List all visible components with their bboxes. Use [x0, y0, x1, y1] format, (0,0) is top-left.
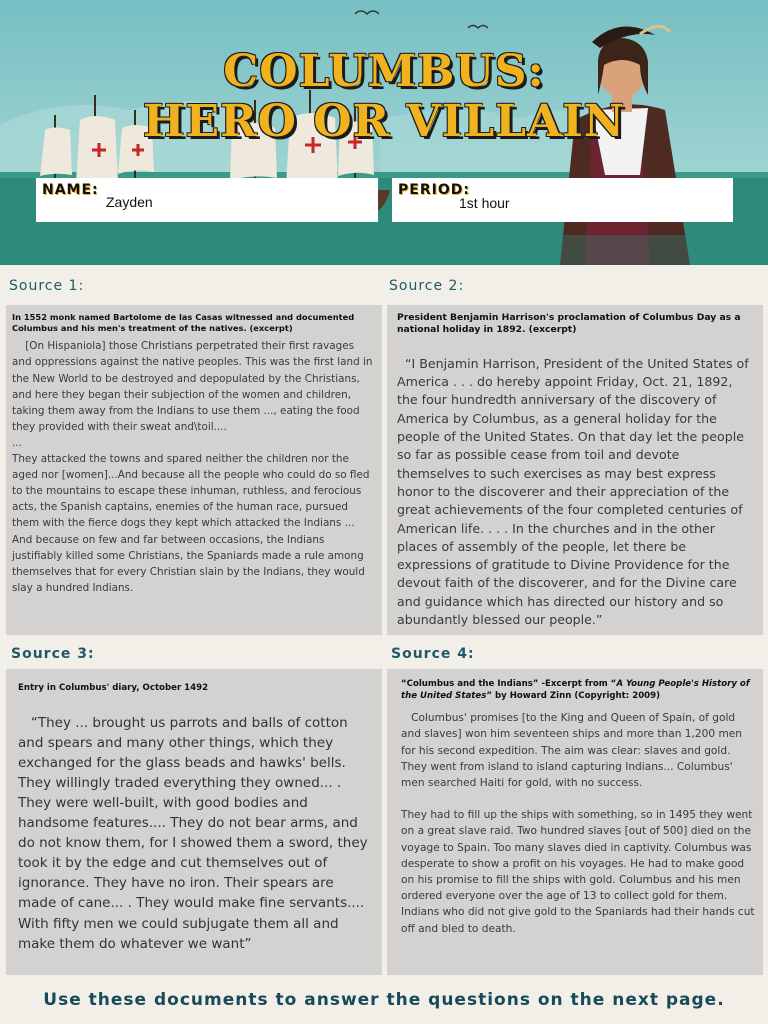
- source-4-caption: [401, 679, 757, 702]
- source-1-body: [12, 338, 376, 596]
- source-2-heading: Source 2:: [389, 278, 465, 294]
- name-field[interactable]: [36, 178, 378, 222]
- source-1-heading: Source 1:: [9, 278, 85, 294]
- source-2-body: [397, 355, 753, 629]
- source-4-body: [401, 710, 757, 937]
- source-4-paragraph: They had to fill up the ships with something, so in 1495 they went on a great slave raid. Two hundred slaves [out of 500] died on the voyage to Spain. Too many slaves died in captivity. Columbus was desperate to show a profit on his voyages. He had to make good on his promise to fill the ships with gold. Columbus and his men ordered everyone over the age of 13 to collect gold for them. Indians who did not give gold to the Spaniards had their hands cut off and bled to death.: [401, 809, 755, 935]
- source-3-body: [18, 713, 370, 954]
- footer-instruction: Use these documents to answer the questions on the next page.: [43, 990, 725, 1010]
- source-4-caption-pre: “Columbus and the Indians” -Excerpt from “: [401, 679, 617, 689]
- period-field[interactable]: [392, 178, 733, 222]
- source-1-paragraph: ...: [12, 436, 22, 449]
- source-4-box: [387, 669, 763, 975]
- source-4-book-title: A Young People's History of the United States: [401, 679, 750, 701]
- source-1-caption: In 1552 monk named Bartolome de las Casas witnessed and documented Columbus and his men's treatment of the natives. (excerpt): [12, 312, 355, 334]
- source-1-paragraph: They attacked the towns and spared neither the children nor the aged nor [women]...And because all the people who could do so fled to the mountains to escape these inhuman, ruthless, and ferocious acts, the Spanish captains, enemies of the human race, pursued them with the fierce dogs they kept which attacked the Indians ... And because on few and far between occasions, the Indians justifiably killed some Christians, the Spaniards made a rule among themselves that for every Christian slain by the Indians, they would slay a hundred Indians.: [12, 453, 370, 594]
- source-4-caption-post: ” by Howard Zinn (Copyright: 2009): [486, 690, 661, 701]
- source-2-box: [387, 305, 763, 635]
- source-2-paragraph: “I Benjamin Harrison, President of the United States of America . . . do hereby appoint Friday, Oct. 21, 1892, the four hundredth anniversary of the discovery of America by Columbus, as a general holiday for the people of the United States. On that day let the people so far as possible cease from toil and devote themselves to such exercises as may best express honor to the discoverer and their appreciation of the great achievements of the four completed centuries of American life. . . . In the churches and in the other places of assembly of the people, let there be expressions of gratitude to Divine Providence for the devout faith of the discoverer, and for the Divine care and guidance which has directed our history and so abundantly blessed our people.”: [397, 355, 753, 627]
- name-label: NAME:: [42, 182, 99, 198]
- source-1-box: [6, 305, 382, 635]
- source-4-paragraph: Columbus' promises [to the King and Queen of Spain, of gold and slaves] won him seventeen ships and more than 1,200 men for his second expedition. The aim was clear: slaves and gold. They went from island to island capturing Indians... Columbus' men searched Haiti for gold, with no success.: [401, 712, 746, 789]
- header-banner: [0, 0, 768, 265]
- source-2-caption: President Benjamin Harrison's proclamation of Columbus Day as a national holiday in 1892. (excerpt): [397, 312, 741, 336]
- source-3-caption: Entry in Columbus' diary, October 1492: [18, 683, 209, 693]
- source-3-box: [6, 669, 382, 975]
- source-3-heading: Source 3:: [11, 646, 95, 662]
- source-1-paragraph: [On Hispaniola] those Christians perpetrated their first ravages and oppressions against the native peoples. This was the first land in the New World to be destroyed and depopulated by the Christians, and here they began their subjection of the women and children, taking them away from the Indians to use them ..., eating the food they provided with their sweat and\toil....: [12, 340, 376, 433]
- period-label: PERIOD:: [398, 182, 470, 198]
- period-value[interactable]: 1st hour: [459, 195, 510, 211]
- page-title-line-2: HERO OR VILLAIN: [142, 96, 626, 147]
- page-title-line-1: COLUMBUS:: [223, 46, 545, 97]
- name-value[interactable]: Zayden: [106, 194, 153, 210]
- source-4-heading: Source 4:: [391, 646, 475, 662]
- source-3-paragraph: “They ... brought us parrots and balls of cotton and spears and many other things, which they exchanged for the glass beads and hawks' bells. They willingly traded everything they owned... . They were well-built, with good bodies and handsome features.... They do not bear arms, and do not know them, for I showed them a sword, they took it by the edge and cut themselves out of ignorance. They have no iron. Their spears are made of cane... . They would make fine servants.... With fifty men we could subjugate them all and make them do whatever we want”: [18, 714, 372, 952]
